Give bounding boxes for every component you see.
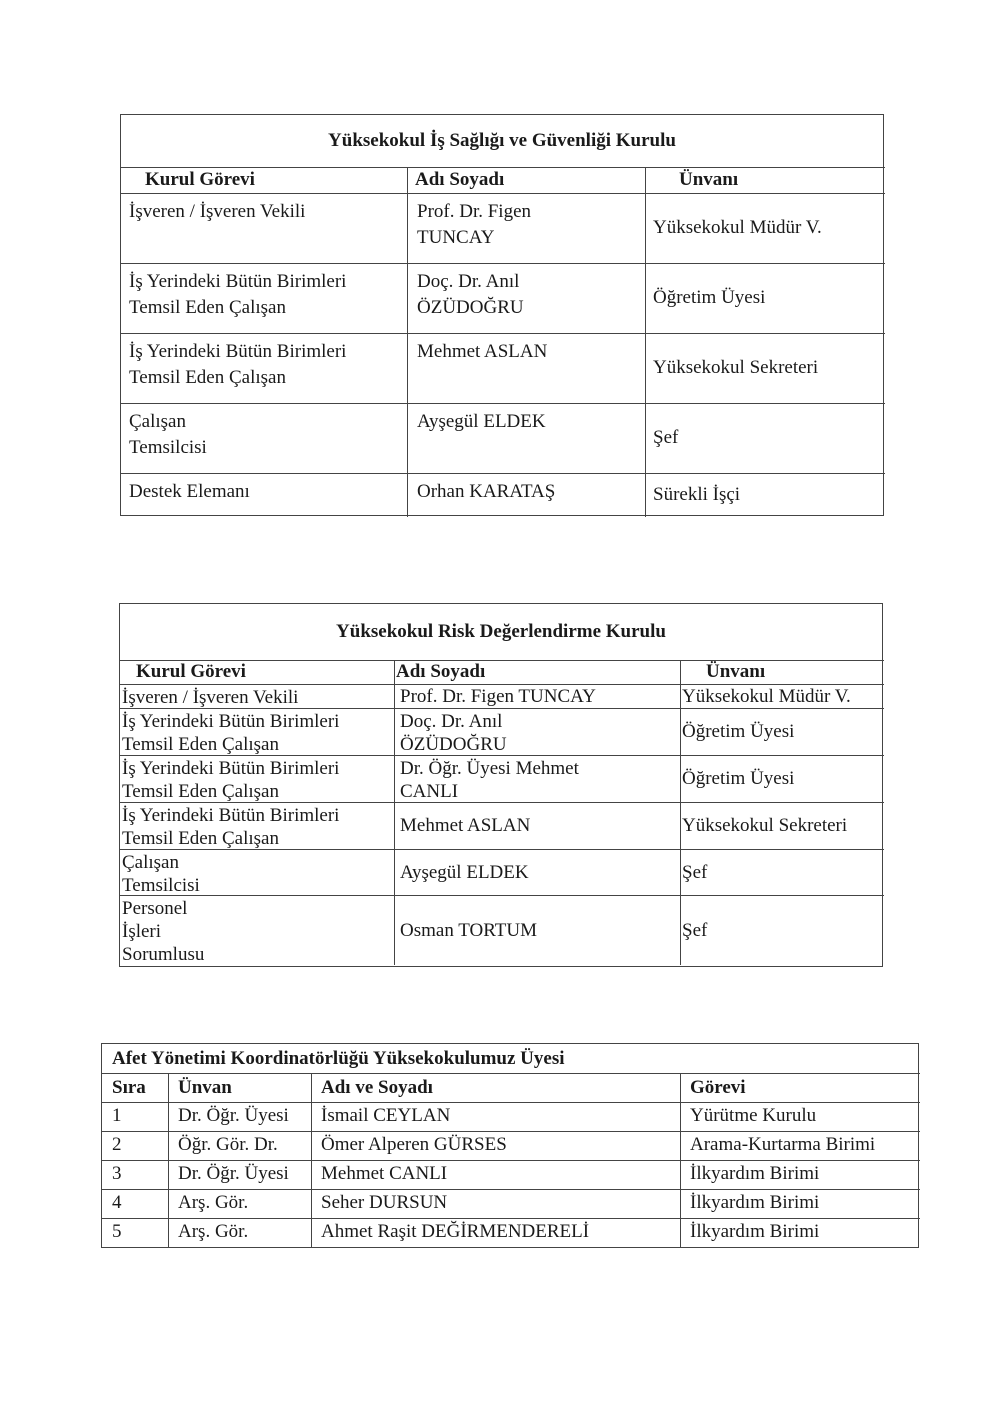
table-cell: Doç. Dr. Anıl ÖZÜDOĞRU	[417, 271, 524, 318]
table-cell: Ahmet Raşit DEĞİRMENDERELİ	[321, 1221, 590, 1242]
row-divider	[102, 1131, 920, 1132]
table-cell: Orhan KARATAŞ	[417, 481, 556, 502]
table-cell: İlkyardım Birimi	[690, 1221, 820, 1242]
table-cell: Mehmet ASLAN	[400, 815, 531, 836]
column-header: Kurul Görevi	[136, 661, 246, 682]
column-header: Adı Soyadı	[396, 661, 486, 682]
table-cell: Arş. Gör.	[178, 1192, 249, 1213]
column-header: Adı Soyadı	[415, 169, 505, 190]
table-cell: Dr. Öğr. Üyesi	[178, 1105, 289, 1126]
table-cell: İlkyardım Birimi	[690, 1192, 820, 1213]
table-cell: Yüksekokul Müdür V.	[653, 217, 822, 238]
column-header: Görevi	[690, 1077, 746, 1098]
table-cell: İş Yerindeki Bütün Birimleri Temsil Eden Çalışan	[122, 805, 340, 849]
row-divider	[102, 1102, 920, 1103]
table-cell: Yürütme Kurulu	[690, 1105, 817, 1126]
table-cell: Osman TORTUM	[400, 919, 537, 941]
column-header: Ünvanı	[706, 661, 766, 682]
table-cell: Öğr. Gör. Dr.	[178, 1134, 278, 1155]
table-cell: İsmail CEYLAN	[321, 1105, 451, 1126]
table-cell: Yüksekokul Sekreteri	[653, 357, 819, 378]
table-cell: Öğretim Üyesi	[653, 287, 766, 308]
row-divider	[102, 1189, 920, 1190]
table-cell: Yüksekokul Müdür V.	[682, 685, 851, 707]
column-divider	[407, 167, 408, 517]
table-cell: İş Yerindeki Bütün Birimleri Temsil Eden Çalışan	[122, 711, 340, 755]
table-cell: Prof. Dr. Figen TUNCAY	[417, 201, 531, 248]
table-cell: İlkyardım Birimi	[690, 1163, 820, 1184]
table-cell: Öğretim Üyesi	[682, 768, 795, 789]
table-cell: Çalışan Temsilcisi	[122, 852, 200, 896]
table-cell: Şef	[653, 427, 679, 448]
table-cell: Personel İşleri Sorumlusu	[122, 898, 205, 965]
table-cell: Mehmet CANLI	[321, 1163, 448, 1184]
table-title: Afet Yönetimi Koordinatörlüğü Yüksekokulumuz Üyesi	[112, 1048, 565, 1069]
table-cell: Prof. Dr. Figen TUNCAY	[400, 685, 596, 707]
table-cell: Doç. Dr. Anıl ÖZÜDOĞRU	[400, 711, 507, 755]
table-cell: 2	[112, 1134, 122, 1155]
column-header: Sıra	[112, 1077, 146, 1098]
table-title: Yüksekokul İş Sağlığı ve Güvenliği Kurulu	[328, 130, 676, 151]
column-divider	[680, 660, 681, 965]
table-cell: Öğretim Üyesi	[682, 721, 795, 742]
table-isg-kurulu	[120, 114, 884, 516]
table-cell: Şef	[682, 861, 708, 883]
table-cell: Seher DURSUN	[321, 1192, 448, 1213]
table-cell: Ayşegül ELDEK	[400, 861, 529, 883]
table-title: Yüksekokul Risk Değerlendirme Kurulu	[336, 621, 666, 642]
table-cell: İş Yerindeki Bütün Birimleri Temsil Eden Çalışan	[129, 271, 347, 318]
table-cell: 3	[112, 1163, 122, 1184]
table-cell: Dr. Öğr. Üyesi Mehmet CANLI	[400, 758, 579, 802]
table-cell: Ömer Alperen GÜRSES	[321, 1134, 507, 1155]
table-afet-koordinatorlugu	[101, 1043, 919, 1248]
table-cell: İş Yerindeki Bütün Birimleri Temsil Eden Çalışan	[129, 341, 347, 388]
column-header: Ünvan	[178, 1077, 232, 1098]
table-cell: İş Yerindeki Bütün Birimleri Temsil Eden Çalışan	[122, 758, 340, 802]
table-cell: Arama-Kurtarma Birimi	[690, 1134, 876, 1155]
column-divider	[394, 660, 395, 965]
column-header: Adı ve Soyadı	[321, 1077, 433, 1098]
table-cell: Mehmet ASLAN	[417, 341, 548, 362]
table-cell: İşveren / İşveren Vekili	[122, 687, 299, 708]
row-divider	[102, 1218, 920, 1219]
table-cell: Arş. Gör.	[178, 1221, 249, 1242]
column-header: Ünvanı	[679, 169, 739, 190]
table-cell: 1	[112, 1105, 122, 1126]
table-cell: Destek Elemanı	[129, 481, 250, 502]
table-cell: Şef	[682, 919, 708, 941]
table-cell: 4	[112, 1192, 122, 1213]
row-divider	[102, 1160, 920, 1161]
table-cell: Sürekli İşçi	[653, 484, 741, 505]
table-cell: Ayşegül ELDEK	[417, 411, 546, 432]
table-cell: İşveren / İşveren Vekili	[129, 201, 306, 222]
table-risk-kurulu	[119, 603, 883, 967]
column-header: Kurul Görevi	[145, 169, 255, 190]
column-divider	[645, 167, 646, 517]
table-cell: Dr. Öğr. Üyesi	[178, 1163, 289, 1184]
table-cell: 5	[112, 1221, 122, 1242]
table-cell: Yüksekokul Sekreteri	[682, 815, 848, 836]
table-cell: Çalışan Temsilcisi	[129, 411, 207, 458]
